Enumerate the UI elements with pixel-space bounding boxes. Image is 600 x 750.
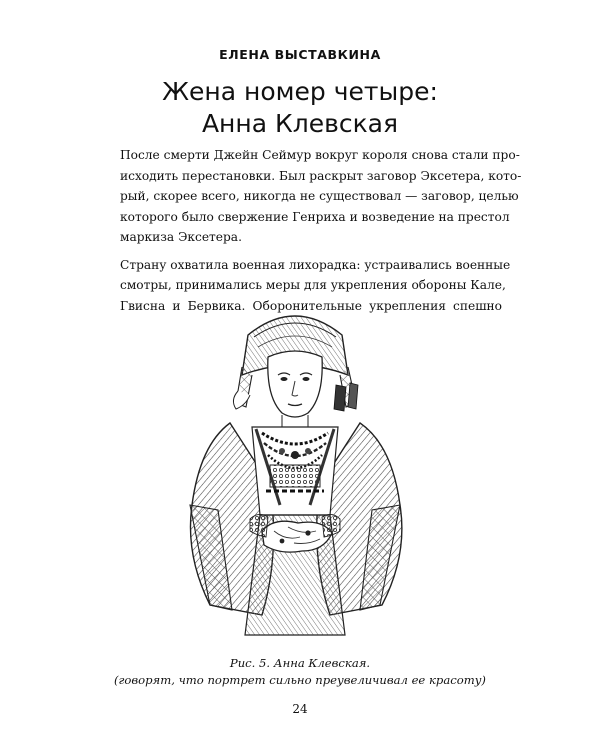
text-line: которого было свержение Генриха и возведение на престол bbox=[120, 209, 510, 224]
chapter-title-line-1: Жена номер четыре: bbox=[162, 77, 438, 106]
text-line: исходить перестановки. Был раскрыт заговор Эксетера, кото- bbox=[120, 168, 522, 183]
figure-caption bbox=[0, 655, 600, 689]
body-text bbox=[120, 145, 522, 323]
text-line: После смерти Джейн Сеймур вокруг короля снова стали про- bbox=[120, 148, 520, 162]
text-line: Гвисна и Бервика. Оборонительные укрепления спешно bbox=[120, 298, 502, 313]
text-line: Страну охватила военная лихорадка: устраивались военные bbox=[120, 257, 511, 272]
text-line: маркиза Эксетера. bbox=[120, 230, 242, 244]
caption-line-2: (говорят, что портрет сильно преувеличивал ее красоту) bbox=[114, 673, 486, 687]
text-line: смотры, принимались меры для укрепления обороны Кале, bbox=[120, 278, 506, 292]
page-number: 24 bbox=[292, 702, 308, 716]
chapter-title bbox=[0, 76, 600, 140]
chapter-title-line-2: Анна Клевская bbox=[201, 109, 399, 138]
face bbox=[268, 351, 322, 429]
running-head-author: ЕЛЕНА ВЫСТАВКИНА bbox=[219, 47, 381, 62]
text-line: рый, скорее всего, никогда не существовал — заговор, целью bbox=[120, 189, 519, 203]
portrait-illustration bbox=[170, 305, 420, 640]
caption-line-1: Рис. 5. Анна Клевская. bbox=[229, 656, 371, 670]
paragraph-1 bbox=[120, 145, 522, 248]
